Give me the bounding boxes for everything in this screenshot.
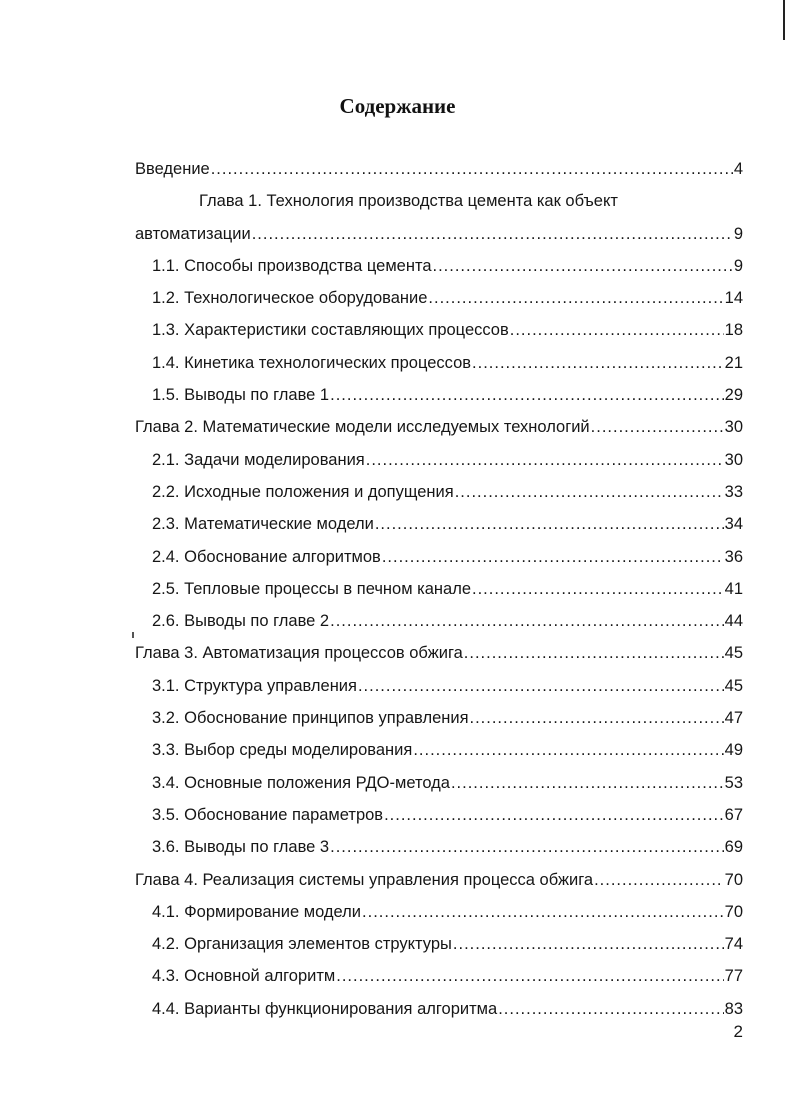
toc-entry-chapter-3: [135, 637, 743, 669]
toc-entry-page: 45: [724, 644, 743, 663]
toc-entry-label: 2.6. Выводы по главе 2: [152, 612, 330, 631]
leader-dots: [211, 153, 733, 185]
leader-dots: [470, 702, 724, 734]
leader-dots: [594, 864, 724, 896]
toc-entry-3-4: [135, 767, 743, 799]
toc-entry-page: 18: [724, 321, 743, 340]
leader-dots: [252, 218, 733, 250]
toc-entry-3-1: [135, 670, 743, 702]
leader-dots: [362, 896, 724, 928]
toc-entry-page: 21: [724, 353, 743, 372]
leader-dots: [382, 541, 724, 573]
toc-entry-label: Введение: [135, 160, 210, 178]
toc-entry-page: 9: [733, 224, 743, 243]
toc-entry-page: 30: [724, 450, 743, 469]
toc-entry-page: 67: [724, 805, 743, 824]
leader-dots: [472, 573, 724, 605]
leader-dots: [366, 444, 724, 476]
leader-dots: [384, 799, 724, 831]
leader-dots: [498, 993, 723, 1025]
toc-entry-1-1: [135, 250, 743, 282]
toc-entry-page: 45: [724, 676, 743, 695]
toc-entry-page: 70: [724, 870, 743, 889]
toc-entry-1-4: [135, 347, 743, 379]
toc-entry-page: 49: [724, 741, 743, 760]
toc-entry-page: 77: [724, 967, 743, 986]
toc-entry-intro: [135, 153, 743, 185]
toc-entry-3-6: [135, 831, 743, 863]
toc-entry-chapter-2: [135, 411, 743, 443]
leader-dots: [451, 767, 724, 799]
toc-entry-label: 3.3. Выбор среды моделирования: [152, 741, 413, 760]
toc-entry-page: 83: [724, 999, 743, 1018]
toc-entry-4-4: [135, 993, 743, 1025]
leader-dots: [330, 831, 724, 863]
toc-entry-chapter-1: [135, 218, 743, 250]
toc-entry-page: 47: [724, 709, 743, 728]
leader-dots: [464, 637, 724, 669]
page-number: 2: [733, 1022, 743, 1041]
toc-entry-page: 44: [724, 612, 743, 631]
toc-entry-label: 3.2. Обоснование принципов управления: [152, 709, 469, 728]
leader-dots: [413, 734, 723, 766]
toc-entry-page: 9: [733, 256, 743, 275]
toc-entry-label: 4.4. Варианты функционирования алгоритма: [152, 999, 498, 1018]
toc-entry-1-3: [135, 314, 743, 346]
toc-entry-page: 29: [724, 386, 743, 405]
toc-entry-label: 1.3. Характеристики составляющих процессов: [152, 321, 509, 340]
leader-dots: [358, 670, 724, 702]
toc-entry-page: 74: [724, 935, 743, 954]
toc-entry-page: 36: [724, 547, 743, 566]
toc-entry-page: 14: [724, 289, 743, 308]
toc-entry-page: 69: [724, 838, 743, 857]
toc-entry-4-3: [135, 960, 743, 992]
toc-entry-label: 2.2. Исходные положения и допущения: [152, 482, 454, 501]
leader-dots: [330, 605, 724, 637]
toc-entry-label: 2.1. Задачи моделирования: [152, 450, 365, 469]
toc-entry-2-1: [135, 444, 743, 476]
leader-dots: [428, 282, 723, 314]
toc-entry-label: 1.1. Способы производства цемента: [152, 256, 432, 275]
toc-entry-2-3: [135, 508, 743, 540]
toc-entry-label: автоматизации: [135, 224, 251, 243]
leader-dots: [591, 411, 724, 443]
toc-entry-label: 4.1. Формирование модели: [152, 902, 362, 921]
toc-entry-label: 2.5. Тепловые процессы в печном канале: [152, 579, 471, 598]
toc-entry-label: Глава 3. Автоматизация процессов обжига: [135, 644, 463, 663]
toc-entry-page: 33: [724, 482, 743, 501]
toc-entry-page: 70: [724, 902, 743, 921]
toc-entry-1-2: [135, 282, 743, 314]
toc-entry-label: 3.4. Основные положения РДО-метода: [152, 773, 450, 792]
leader-dots: [336, 960, 723, 992]
toc-entry-label: 3.1. Структура управления: [152, 676, 357, 695]
toc-entry-label: 1.4. Кинетика технологических процессов: [152, 353, 472, 372]
leader-dots: [472, 347, 724, 379]
leader-dots: [453, 928, 724, 960]
toc-entry-2-2: [135, 476, 743, 508]
toc-entry-page: 34: [724, 515, 743, 534]
toc-entry-page: 53: [724, 773, 743, 792]
toc-entry-chapter-4: [135, 864, 743, 896]
toc-entry-3-5: [135, 799, 743, 831]
leader-dots: [330, 379, 724, 411]
toc-entry-label: 4.3. Основной алгоритм: [152, 967, 336, 986]
toc-entry-chapter-1-heading: [135, 185, 743, 217]
scan-speck: [132, 632, 134, 638]
leader-dots: [510, 314, 724, 346]
toc-entry-4-1: [135, 896, 743, 928]
page-title: Содержание: [339, 94, 456, 118]
toc-entry-2-4: [135, 541, 743, 573]
toc-entry-page: 30: [724, 418, 743, 437]
toc-entry-label: 3.6. Выводы по главе 3: [152, 838, 330, 857]
toc-entry-label: Глава 2. Математические модели исследуемых технологий: [135, 418, 590, 437]
toc-entry-label: 2.3. Математические модели: [152, 515, 374, 534]
toc-entry-label: 2.4. Обоснование алгоритмов: [152, 547, 381, 566]
leader-dots: [433, 250, 733, 282]
toc-entry-page: 41: [724, 579, 743, 598]
toc-entry-label: 4.2. Организация элементов структуры: [152, 935, 452, 954]
leader-dots: [375, 508, 724, 540]
toc-entry-label: Глава 4. Реализация системы управления процесса обжига: [135, 870, 594, 889]
toc-entry-4-2: [135, 928, 743, 960]
toc-entry-2-6: [135, 605, 743, 637]
leader-dots: [455, 476, 724, 508]
toc-entry-3-3: [135, 734, 743, 766]
toc-entry-label: Глава 1. Технология производства цемента как объект: [199, 192, 618, 211]
toc-entry-label: 1.2. Технологическое оборудование: [152, 289, 428, 308]
toc-entry-label: 1.5. Выводы по главе 1: [152, 386, 330, 405]
toc-entry-3-2: [135, 702, 743, 734]
toc-entry-page: 4: [733, 160, 743, 178]
toc-entry-1-5: [135, 379, 743, 411]
toc-entry-label: 3.5. Обоснование параметров: [152, 805, 384, 824]
toc-entry-2-5: [135, 573, 743, 605]
table-of-contents: [135, 153, 743, 1025]
scan-edge-mark: [783, 0, 785, 40]
